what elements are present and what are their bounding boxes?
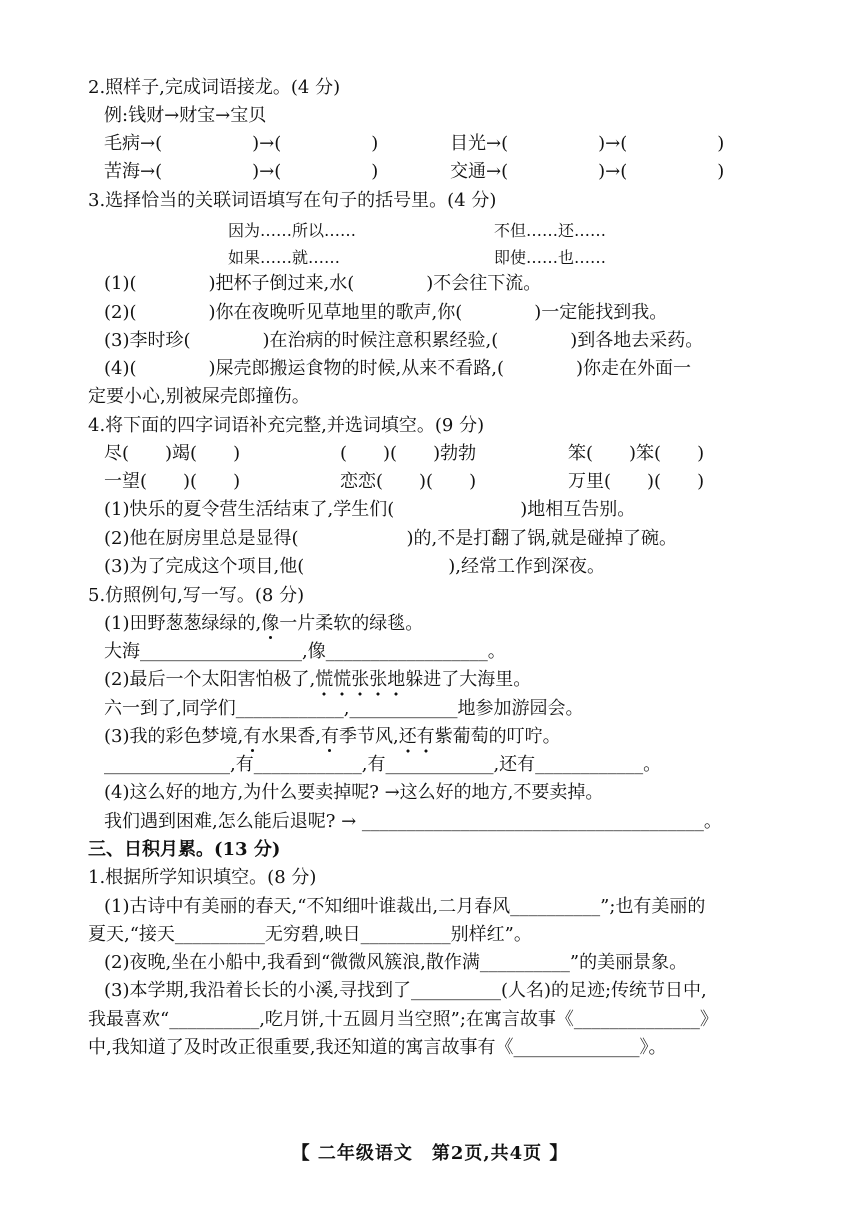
q5-example-3-p3: 季节风, <box>338 726 399 747</box>
s3-line-6: 中,我知道了及时改正很重要,我还知道的寓言故事有《______________》。 <box>88 1037 667 1058</box>
q3-item-3: (3)李时珍( )在治病的时候注意积累经验,( )到各地去采药。 <box>104 330 704 351</box>
q4-item-2: (2)他在厨房里总是显得( )的,不是打翻了锅,就是碰掉了碗。 <box>104 528 677 549</box>
q5-example-1-post: 一片柔软的绿毯。 <box>279 613 424 634</box>
q5-example-3 <box>104 725 561 754</box>
q3-item-4: (4)( )屎壳郎搬运食物的时候,从来不看路,( )你走在外面一 <box>104 358 692 379</box>
q3-option-2a: 如果……就…… <box>228 248 341 267</box>
s3-q1-title: 1.根据所学知识填空。(8 分) <box>88 867 317 888</box>
q2-row1-left: 毛病→( )→( ) <box>104 133 379 154</box>
q5-example-1 <box>104 612 423 636</box>
q3-option-1a: 因为……所以…… <box>228 221 357 240</box>
q5-example-2-dot: 慌慌张张地 <box>315 668 405 697</box>
q5-example-3-d2: 有 <box>320 726 339 747</box>
section-3-title: 三、日积月累。(13 分) <box>88 839 281 860</box>
q5-example-3-p1: (3)我的彩色梦境, <box>104 726 244 747</box>
q4-word-1: 尽( )竭( ) <box>104 443 241 464</box>
s3-line-2: 夏天,“接天__________无穷碧,映日__________别样红”。 <box>88 924 532 945</box>
q4-item-1: (1)快乐的夏令营生活结束了,学生们( )地相互告别。 <box>104 499 636 520</box>
q5-example-4: (4)这么好的地方,为什么要卖掉呢? →这么好的地方,不要卖掉。 <box>104 782 604 803</box>
q2-row2-right: 交通→( )→( ) <box>450 161 725 182</box>
s3-line-5: 我最喜欢“__________,吃月饼,十五圆月当空照”;在寓言故事《______________》 <box>88 1009 718 1030</box>
q5-example-2-pre: (2)最后一个太阳害怕极了, <box>104 669 316 690</box>
q2-row1-right: 目光→( )→( ) <box>450 133 725 154</box>
s3-line-3: (2)夜晚,坐在小船中,我看到“微微风簇浪,散作满__________”的美丽景象。 <box>104 952 688 973</box>
q5-example-1-dot: 像 <box>261 613 280 634</box>
q4-word-5: 恋恋( )( ) <box>340 471 477 492</box>
q5-example-3-d1: 有 <box>243 726 262 747</box>
q5-answer-2: 六一到了,同学们____________,____________地参加游园会。 <box>104 698 584 719</box>
q3-option-2b: 即使……也…… <box>494 248 607 267</box>
q3-item-2: (2)( )你在夜晚听见草地里的歌声,你( )一定能找到我。 <box>104 302 668 323</box>
q4-word-4: 一望( )( ) <box>104 471 241 492</box>
q4-item-3: (3)为了完成这个项目,他( ),经常工作到深夜。 <box>104 556 605 577</box>
page-footer: 【 二年级语文 第2页,共4页 】 <box>291 1143 569 1164</box>
q5-example-3-p4: 紫葡萄的叮咛。 <box>434 726 561 747</box>
q4-word-2: ( )( )勃勃 <box>340 443 477 464</box>
s3-line-4: (3)本学期,我沿着长长的小溪,寻找到了__________(人名)的足迹;传统节日中, <box>104 980 707 1001</box>
q5-example-2 <box>104 668 531 697</box>
q5-answer-3: ______________,有____________,有____________,还有____________。 <box>104 754 662 775</box>
q2-row2-left: 苦海→( )→( ) <box>104 161 379 182</box>
q2-title: 2.照样子,完成词语接龙。(4 分) <box>88 77 341 98</box>
q5-answer-1: 大海__________________,像__________________。 <box>104 641 506 662</box>
q5-example-3-d3: 还有 <box>399 725 435 754</box>
q3-option-1b: 不但……还…… <box>494 221 607 240</box>
q2-example: 例:钱财→财宝→宝贝 <box>104 105 267 126</box>
q3-item-4-cont: 定要小心,别被屎壳郎撞伤。 <box>88 386 310 407</box>
q5-example-1-pre: (1)田野葱葱绿绿的, <box>104 613 262 634</box>
q4-word-6: 万里( )( ) <box>568 471 705 492</box>
q5-example-3-p2: 水果香, <box>261 726 321 747</box>
q5-example-2-post: 躲进了大海里。 <box>405 669 532 690</box>
q4-word-3: 笨( )笨( ) <box>568 443 705 464</box>
q5-title: 5.仿照例句,写一写。(8 分) <box>88 585 305 606</box>
s3-line-1: (1)古诗中有美丽的春天,“不知细叶谁裁出,二月春风__________”;也有美丽的 <box>104 896 706 917</box>
q3-item-1: (1)( )把杯子倒过来,水( )不会往下流。 <box>104 273 542 294</box>
q4-title: 4.将下面的四字词语补充完整,并选词填空。(9 分) <box>88 415 485 436</box>
q3-title: 3.选择恰当的关联词语填写在句子的括号里。(4 分) <box>88 190 497 211</box>
q5-answer-4: 我们遇到困难,怎么能后退呢? → ______________________________________。 <box>104 811 722 832</box>
